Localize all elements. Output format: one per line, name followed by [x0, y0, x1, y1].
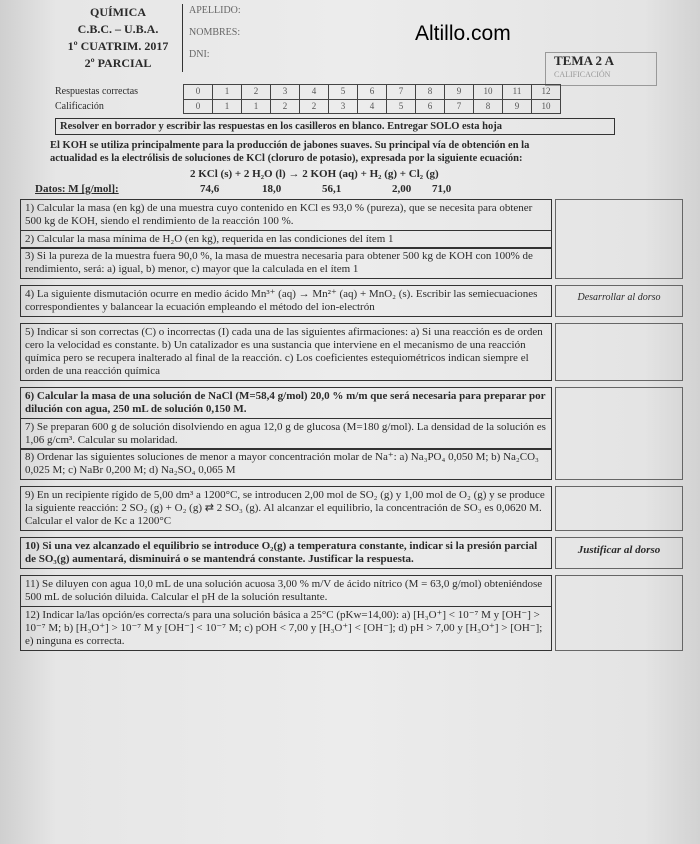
score-cell: 6 — [358, 85, 387, 100]
question-11: 11) Se diluyen con agua 10,0 mL de una solución acuosa 3,00 % m/V de ácido nítrico (M = 63,0 g/mol) obteniéndose 500 mL de solución diluida. Calcular el pH de la solución resultante. — [20, 575, 552, 607]
question-group-11-12 — [20, 575, 684, 651]
question-group-4 — [20, 285, 684, 317]
data-label: Datos: M [g/mol]: — [35, 183, 119, 195]
question-6: 6) Calcular la masa de una solución de NaCl (M=58,4 g/mol) 20,0 % m/m que será necesaria para preparar por dilución con agua, 250 mL de solución 0,150 M. — [20, 387, 552, 419]
instructions: Resolver en borrador y escribir las respuestas en los casilleros en blanco. Entregar SOLO esta hoja — [55, 118, 615, 135]
score-cell: 7 — [387, 85, 416, 100]
score-cell: 12 — [532, 85, 561, 100]
score-cell: 9 — [445, 85, 474, 100]
score-cell: 2 — [242, 85, 271, 100]
score-area — [55, 84, 561, 114]
surname-field[interactable]: APELLIDO: — [189, 5, 241, 16]
question-10: 10) Si una vez alcanzado el equilibrio se introduce O₂(g) a temperatura constante, indicar si la presión parcial de SO₃(g) aumentará, disminuirá o se mantendrá constante. Justificar la respuesta. — [20, 537, 552, 569]
score-cell: 11 — [503, 85, 532, 100]
score-cell: 0 — [184, 99, 213, 114]
score-cell: 1 — [213, 85, 242, 100]
score-cell: 2 — [271, 99, 300, 114]
dni-field[interactable]: DNI: — [189, 49, 210, 60]
question-2: 2) Calcular la masa mínima de H₂O (en kg), requerida en las condiciones del ítem 1 — [20, 230, 552, 249]
score-table — [183, 84, 561, 114]
score-cell: 5 — [329, 85, 358, 100]
molar-mass: 18,0 — [262, 183, 282, 195]
score-cell: 4 — [300, 85, 329, 100]
score-cell: 3 — [329, 99, 358, 114]
molar-mass: 56,1 — [322, 183, 342, 195]
score-cell: 10 — [532, 99, 561, 114]
grade-label: CALIFICACIÓN — [554, 70, 611, 79]
question-8: 8) Ordenar las siguientes soluciones de menor a mayor concentración molar de Na⁺: a) Na₃PO₄ 0,050 M; b) Na₂CO₃ 0,025 M; c) NaBr 0,200 M; d) Na₂SO₄ 0,065 M — [20, 448, 552, 480]
question-group-1-3 — [20, 199, 684, 279]
term: 1º CUATRIM. 2017 — [67, 39, 169, 53]
molar-mass: 74,6 — [200, 183, 220, 195]
answer-box-6-8[interactable] — [555, 387, 683, 480]
score-cell: 4 — [358, 99, 387, 114]
answer-box-9[interactable] — [555, 486, 683, 531]
score-cell: 8 — [416, 85, 445, 100]
answer-box-5[interactable] — [555, 323, 683, 381]
score-cell: 3 — [271, 85, 300, 100]
tema-box — [545, 52, 657, 86]
question-7: 7) Se preparan 600 g de solución disolviendo en agua 12,0 g de glucosa (M=180 g/mol). La densidad de la solución es 1,06 g/cm³. Calcular su molaridad. — [20, 418, 552, 450]
exam-name: 2º PARCIAL — [84, 56, 152, 70]
intro-line-1: El KOH se utiliza principalmente para la producción de jabones suaves. Su principal vía de obtención en la — [50, 140, 530, 151]
institution: C.B.C. – U.B.A. — [77, 22, 159, 36]
header-block — [58, 4, 178, 72]
score-cell: 2 — [300, 99, 329, 114]
molar-mass: 2,00 — [392, 183, 412, 195]
grade-row-label: Calificación — [55, 101, 104, 112]
correct-answers-label: Respuestas correctas — [55, 86, 139, 97]
score-cell: 7 — [445, 99, 474, 114]
question-group-9 — [20, 486, 684, 531]
question-4: 4) La siguiente dismutación ocurre en medio ácido Mn³⁺ (aq) → Mn²⁺ (aq) + MnO₂ (s). Escribir las semiecuaciones correspondientes y balancear la ecuación empleando el método del ion-electrón — [20, 285, 552, 317]
molar-mass: 71,0 — [432, 183, 452, 195]
question-12: 12) Indicar la/las opción/es correcta/s para una solución básica a 25°C (pKw=14,00): a) [H₃O⁺] < 10⁻⁷ M y [OH⁻] > 10⁻⁷ M; b) [H₃O⁺] > 10⁻⁷ M y [OH⁻] < 10⁻⁷ M; c) pOH < 7,00 y [H₃O⁺] < [OH⁻]; d) pH > 7,00 y [H₃O⁺] > [OH⁻]; e) ninguna es correcta. — [20, 606, 552, 651]
exam-body — [20, 118, 684, 657]
question-group-6-8 — [20, 387, 684, 480]
subject: QUÍMICA — [90, 5, 146, 19]
student-fields — [182, 4, 403, 72]
question-5: 5) Indicar si son correctas (C) o incorrectas (I) cada una de las siguientes afirmaciones: a) Si una reacción es de orden cero la velocidad es constante. b) Un catalizador es una sustancia que interviene en el mecanismo de una reacción química pero se recupera inalterado al final de la reacción. c) Los coeficientes estequiométricos indican siempre el orden de una reacción química — [20, 323, 552, 381]
score-cell: 1 — [213, 99, 242, 114]
score-cell: 5 — [387, 99, 416, 114]
score-cell: 8 — [474, 99, 503, 114]
question-1: 1) Calcular la masa (en kg) de una muestra cuyo contenido en KCl es 93,0 % (pureza), que se necesita para obtener 500 kg de KOH, siendo el rendimiento de la reacción 100 %. — [20, 199, 552, 231]
score-cell: 9 — [503, 99, 532, 114]
score-cell: 10 — [474, 85, 503, 100]
question-group-5 — [20, 323, 684, 381]
answer-box-10[interactable]: Justificar al dorso — [555, 537, 683, 569]
answer-box-4[interactable]: Desarrollar al dorso — [555, 285, 683, 317]
names-field[interactable]: NOMBRES: — [189, 27, 241, 38]
answer-box-1-3[interactable] — [555, 199, 683, 279]
intro-line-2: actualidad es la electrólisis de soluciones de KCl (cloruro de potasio), expresada por la siguiente ecuación: — [50, 153, 523, 164]
question-group-10 — [20, 537, 684, 569]
score-cell: 0 — [184, 85, 213, 100]
score-cell: 1 — [242, 99, 271, 114]
watermark-logo: Altillo.com — [415, 22, 511, 45]
question-3: 3) Si la pureza de la muestra fuera 90,0 %, la masa de muestra necesaria para obtener 500 kg de KOH con 100% de rendimiento, será: a) igual, b) menor, c) mayor que la calculada en el ítem 1 — [20, 247, 552, 279]
tema: TEMA 2 A — [554, 53, 614, 68]
answer-box-11-12[interactable] — [555, 575, 683, 651]
score-cell: 6 — [416, 99, 445, 114]
question-9: 9) En un recipiente rígido de 5,00 dm³ a 1200°C, se introducen 2,00 mol de SO₂ (g) y 1,00 mol de O₂ (g) y se produce la siguiente reacción: 2 SO₂ (g) + O₂ (g) ⇄ 2 SO₃ (g). Al alcanzar el equilibrio, la concentración de SO₃ es 0,0620 M. Calcular el valor de Kc a 1200°C — [20, 486, 552, 531]
reaction-equation: 2 KCl (s) + 2 H₂O (l) → 2 KOH (aq) + H₂ (g) + Cl₂ (g) — [190, 168, 439, 180]
data-row — [35, 182, 684, 196]
